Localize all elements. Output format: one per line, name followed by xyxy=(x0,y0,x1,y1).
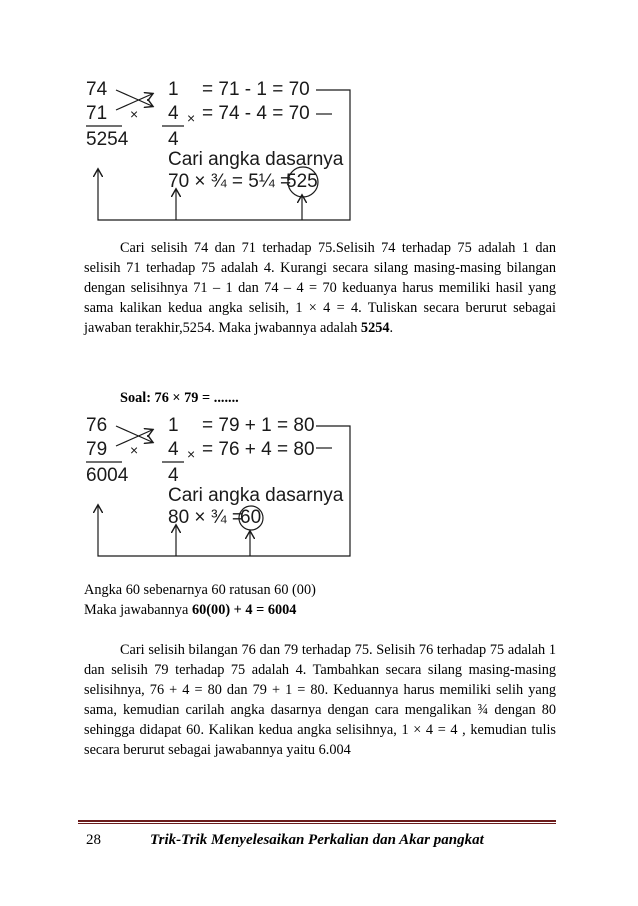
para2-text: Cari selisih bilangan 76 dan 79 terhadap 75. Selisih 76 terhadap 75 adalah 1 dan selisih 79 terhadap 75 adalah 4. Tambahkan secara silang masing-masing selisihnya, 76 + 4 = 80 dan 79 + 1 = 80. Keduannya harus memiliki selih yang sama, kemudian carilah angka dasarnya dengan cara mengalikan ¾ dengan 80 sehingga didapat 60. Kalikan kedua angka selisihnya, 1 × 4 = 4 , kemudian tulis secara berurut sebagai jawabannya yaitu 6.004 xyxy=(84,642,556,758)
fig2-eq-mid: = 76 + 4 = 80 xyxy=(202,439,315,460)
fig1-diff-top: 1 xyxy=(168,79,179,100)
fig2-times-right: × xyxy=(187,446,196,462)
page-number: 28 xyxy=(86,832,101,848)
fig1-left-top: 74 xyxy=(86,79,108,100)
fig2-calc-prefix: 80 × ¾ = xyxy=(168,507,244,528)
fig1-diff-bot: 4 xyxy=(168,129,179,150)
fig2-left-result: 6004 xyxy=(86,465,129,486)
fig1-eq-top: = 71 - 1 = 70 xyxy=(202,79,310,100)
figure-76x79 xyxy=(80,414,380,564)
fig1-eq-mid: = 74 - 4 = 70 xyxy=(202,103,310,124)
fig2-left-mid: 79 xyxy=(86,439,108,460)
fig1-caption: Cari angka dasarnya xyxy=(168,149,344,170)
line-angka: Angka 60 sebenarnya 60 ratusan 60 (00) xyxy=(84,582,316,598)
para1-text: Cari selisih 74 dan 71 terhadap 75.Selisih 74 terhadap 75 adalah 1 dan selisih 71 terhadap 75 adalah 4. Kurangi secara silang masing-masing bilangan dengan selisihnya 71 – 1 dan 74 – 4 = 70 keduanya harus memiliki hasil yang sama kalikan kedua angka selisih, 1 × 4 = 4. Tuliskan secara berurut sebagai jawaban terakhir,5254. Maka jwabannya adalah xyxy=(84,240,556,336)
fig2-diff-bot: 4 xyxy=(168,465,179,486)
line-maka-prefix: Maka jawabannya xyxy=(84,602,192,618)
fig1-diff-mid: 4 xyxy=(168,103,179,124)
footer-book-title: Trik-Trik Menyelesaikan Perkalian dan Akar pangkat xyxy=(150,832,484,848)
fig1-times-right: × xyxy=(187,110,196,126)
problem-heading: Soal: 76 × 79 = ....... xyxy=(120,390,239,406)
footer-rule-thin xyxy=(78,823,556,824)
para1-answer: 5254 xyxy=(360,320,390,336)
figure-74x71 xyxy=(80,78,380,228)
fig1-left-result: 5254 xyxy=(86,129,129,150)
para1-end: . xyxy=(389,320,394,336)
fig2-diff-mid: 4 xyxy=(168,439,179,460)
footer-rule xyxy=(78,820,556,822)
line-maka xyxy=(84,600,296,620)
line-maka-answer: 60(00) + 4 = 6004 xyxy=(191,602,297,618)
fig1-left-mid: 71 xyxy=(86,103,108,124)
paragraph-explanation-1 xyxy=(84,238,556,338)
fig2-times-left: × xyxy=(130,442,139,458)
fig1-calc-prefix: 70 × ¾ = 5¼ = xyxy=(168,171,292,192)
fig2-eq-top: = 79 + 1 = 80 xyxy=(202,415,315,436)
fig2-caption: Cari angka dasarnya xyxy=(168,485,344,506)
fig2-calc-circled: 60 xyxy=(240,507,262,528)
fig1-times-left: × xyxy=(130,106,139,122)
paragraph-explanation-2 xyxy=(84,640,556,760)
fig2-diff-top: 1 xyxy=(168,415,179,436)
fig2-left-top: 76 xyxy=(86,415,108,436)
fig1-calc-circled: 525 xyxy=(286,171,318,192)
